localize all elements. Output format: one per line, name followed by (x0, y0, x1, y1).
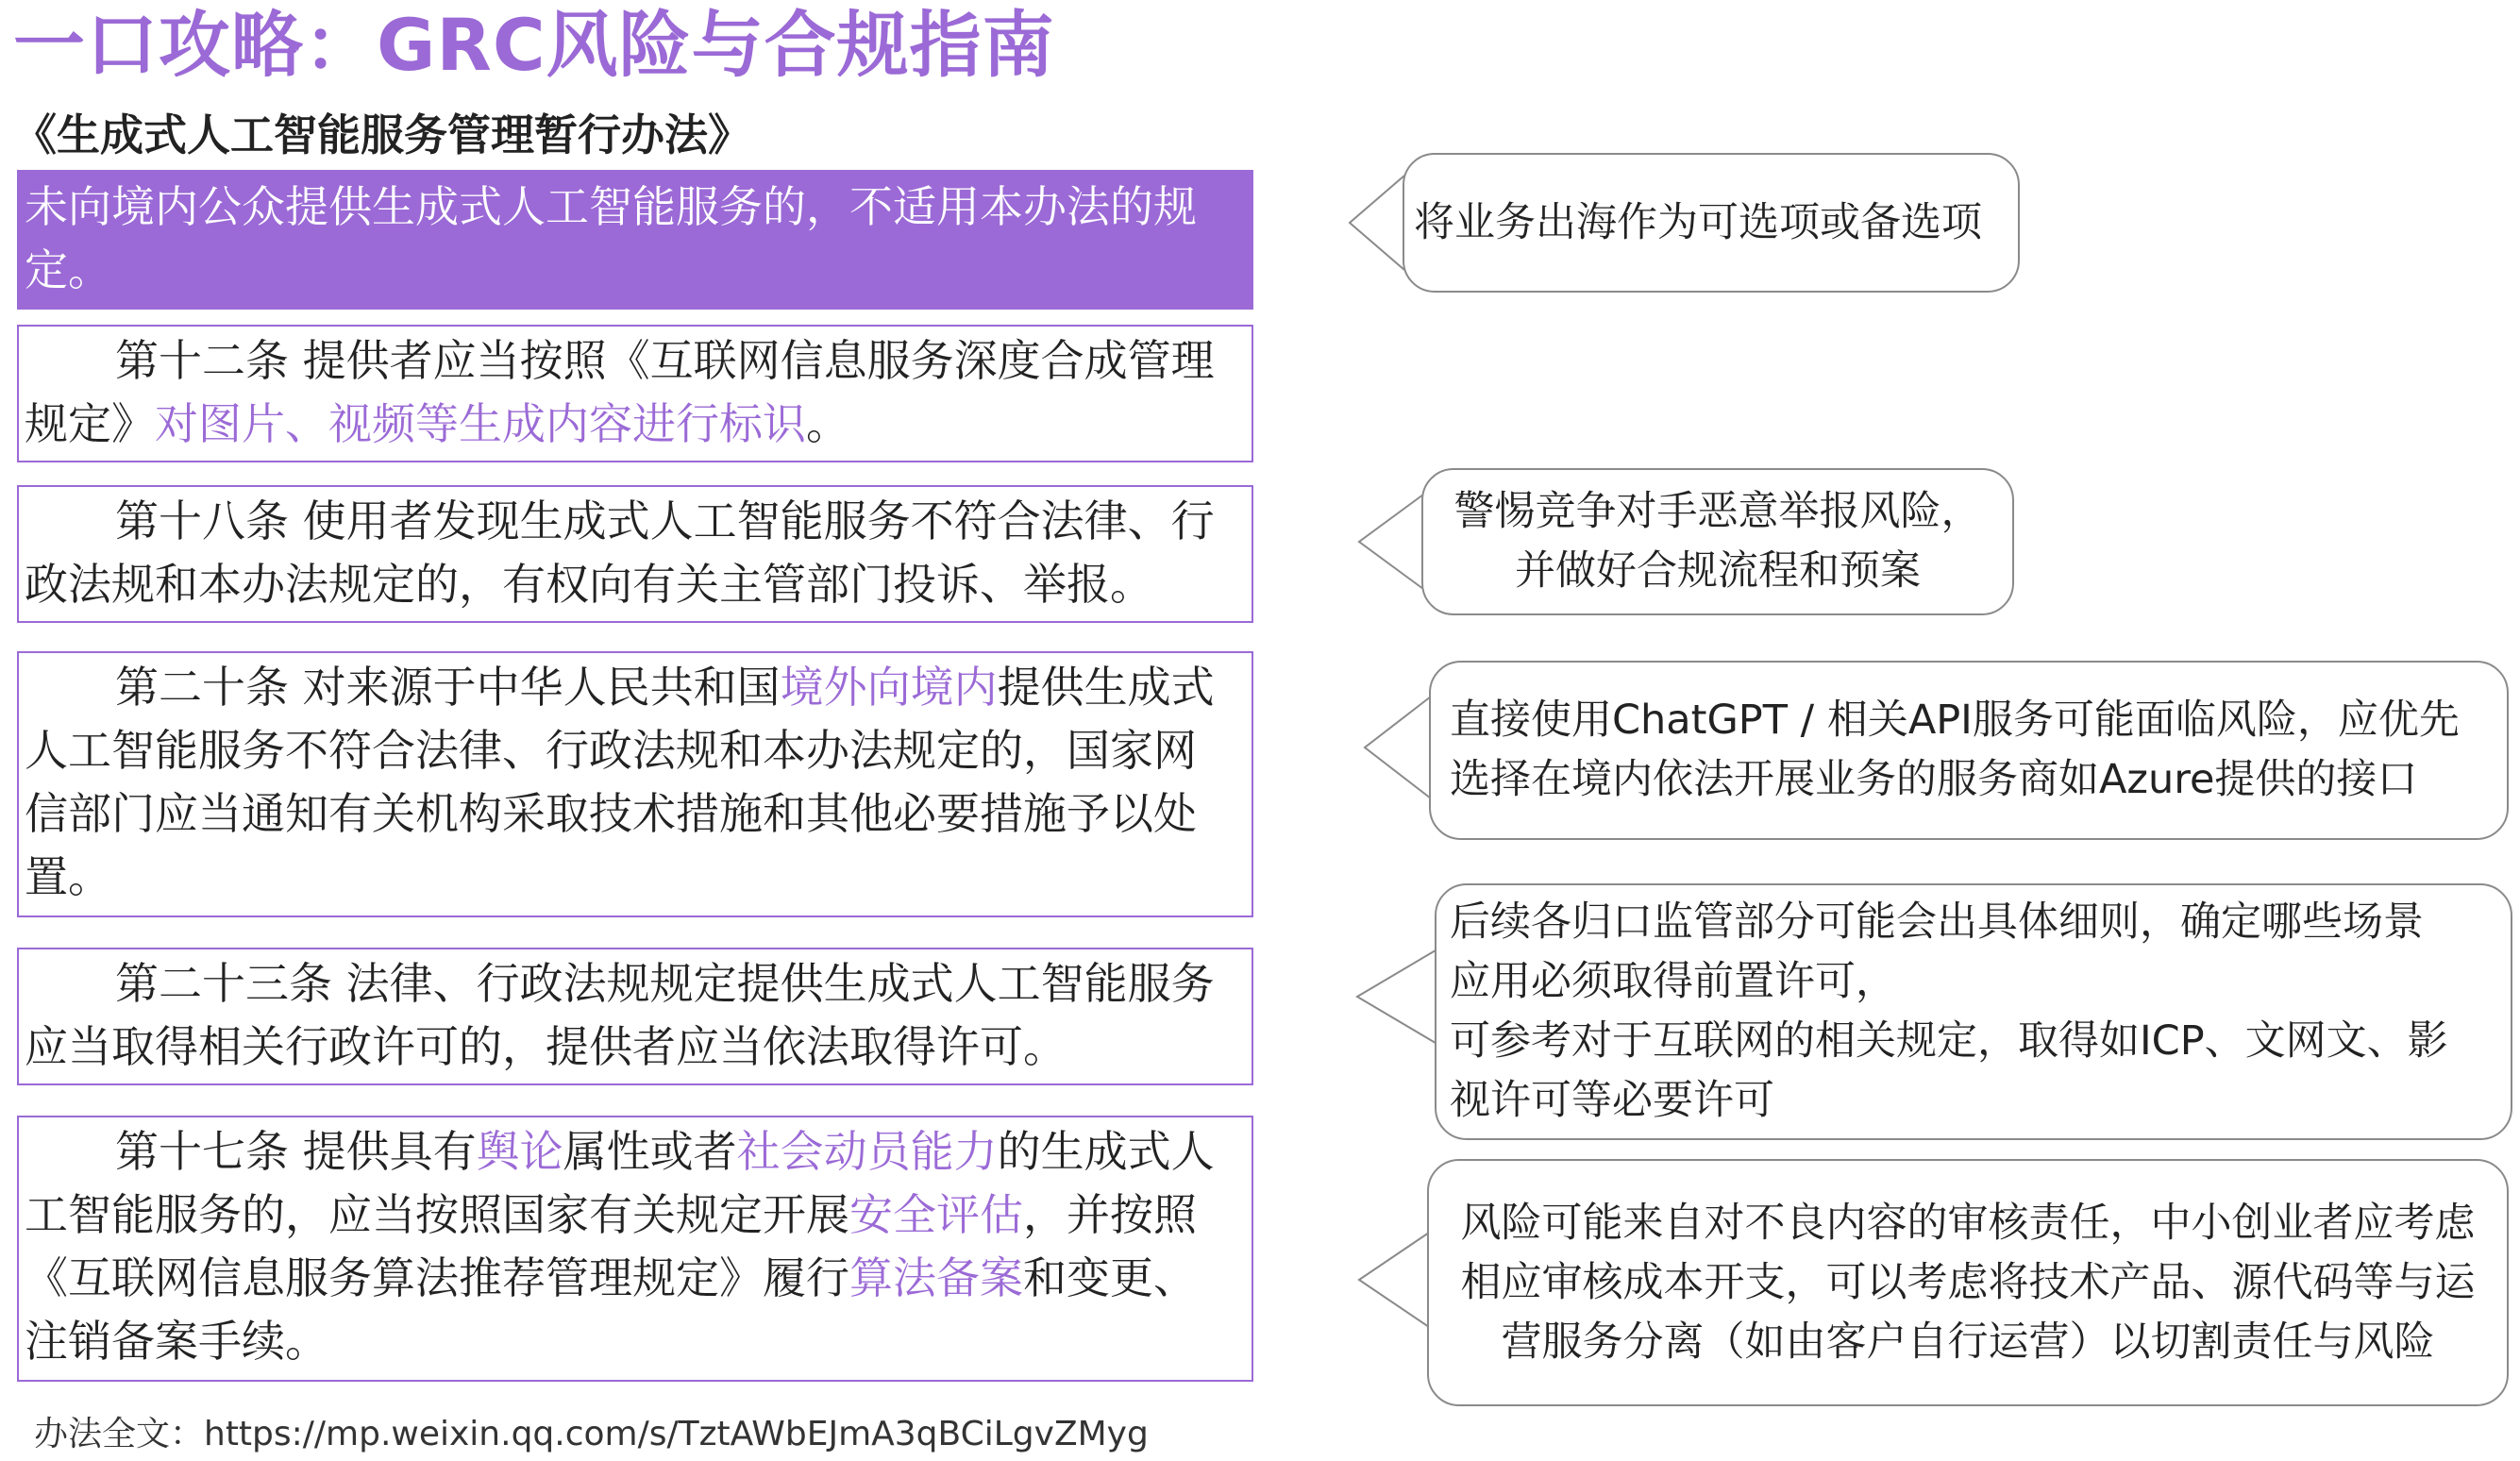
note-line: 视许可等必要许可 (1450, 1077, 1774, 1124)
note-bubble-offshore (1403, 153, 2020, 293)
note-bubble-api-risk (1429, 661, 2509, 840)
note-bubble-content-review (1427, 1159, 2509, 1406)
note-line: 后续各归口监管部分可能会出具体细则，确定哪些场景 (1450, 898, 2424, 946)
highlighted-term: 社会动员能力 (736, 1126, 998, 1177)
highlighted-term: 境外向境内 (780, 662, 998, 713)
article-text: 第十七条 提供具有 (115, 1126, 477, 1177)
article-text: 第二十三条 法律、行政法规规定提供生成式人工智能服务应当取得相关行政许可的，提供者应当依法取得许可。 (25, 958, 1215, 1072)
regulation-name: 《生成式人工智能服务管理暂行办法》 (13, 109, 751, 160)
article-text: 第二十条 对来源于中华人民共和国 (115, 662, 781, 713)
note-line: 并做好合规流程和预案 (1515, 547, 1921, 595)
article-box-scope (17, 170, 1253, 310)
article-text: ，并按照《互联网信息服务算法推荐管理规定》履行 (25, 1189, 1197, 1303)
note-line: 可参考对于互联网的相关规定，取得如ICP、文网文、影 (1450, 1017, 2448, 1065)
page-title: 一口攻略：GRC风险与合规指南 (13, 3, 1055, 87)
highlighted-term: 舆论 (476, 1126, 563, 1177)
highlighted-term: 对图片、视频等生成内容进行标识 (155, 398, 806, 449)
article-box-17 (17, 1116, 1253, 1382)
article-text: 第十二条 提供者应当按照《互联网信息服务深度合成管理规定》 (25, 335, 1215, 449)
note-line: 选择在境内依法开展业务的服务商如Azure提供的接口 (1450, 756, 2418, 803)
note-line: 相应审核成本开支，可以考虑将技术产品、源代码等与运 (1460, 1258, 2476, 1306)
note-line: 将业务出海作为可选项或备选项 (1414, 198, 1982, 246)
note-line: 应用必须取得前置许可， (1450, 958, 1896, 1005)
article-box-20 (17, 651, 1253, 917)
article-text: 属性或者 (563, 1126, 737, 1177)
highlighted-term: 算法备案 (849, 1252, 1023, 1303)
source-link[interactable]: 办法全文：https://mp.weixin.qq.com/s/TztAWbEJmA3qBCiLgvZMyg (34, 1415, 1149, 1453)
article-box-23 (17, 948, 1253, 1085)
article-text: 未向境内公众提供生成式人工智能服务的，不适用本办法的规定。 (25, 181, 1197, 295)
article-text: 第十八条 使用者发现生成式人工智能服务不符合法律、行政法规和本办法规定的，有权向有关主管部门投诉、举报。 (25, 495, 1215, 610)
note-line: 警惕竞争对手恶意举报风险， (1453, 488, 1982, 535)
note-line: 营服务分离（如由客户自行运营）以切割责任与风险 (1501, 1318, 2435, 1366)
highlighted-term: 安全评估 (849, 1189, 1023, 1240)
article-text: 和变更、注销备案手续。 (25, 1252, 1197, 1367)
article-box-18 (17, 485, 1253, 623)
note-bubble-competitor-report (1421, 468, 2014, 615)
note-bubble-license (1435, 883, 2512, 1140)
note-line: 风险可能来自对不良内容的审核责任，中小创业者应考虑 (1460, 1199, 2476, 1247)
article-box-12 (17, 325, 1253, 462)
article-text: 提供生成式人工智能服务不符合法律、行政法规和本办法规定的，国家网信部门应当通知有关机构采取技术措施和其他必要措施予以处置。 (25, 662, 1215, 902)
article-text: 的生成式人工智能服务的，应当按照国家有关规定开展 (25, 1126, 1215, 1240)
note-line: 直接使用ChatGPT / 相关API服务可能面临风险，应优先 (1450, 697, 2460, 744)
article-text: 。 (806, 398, 849, 449)
